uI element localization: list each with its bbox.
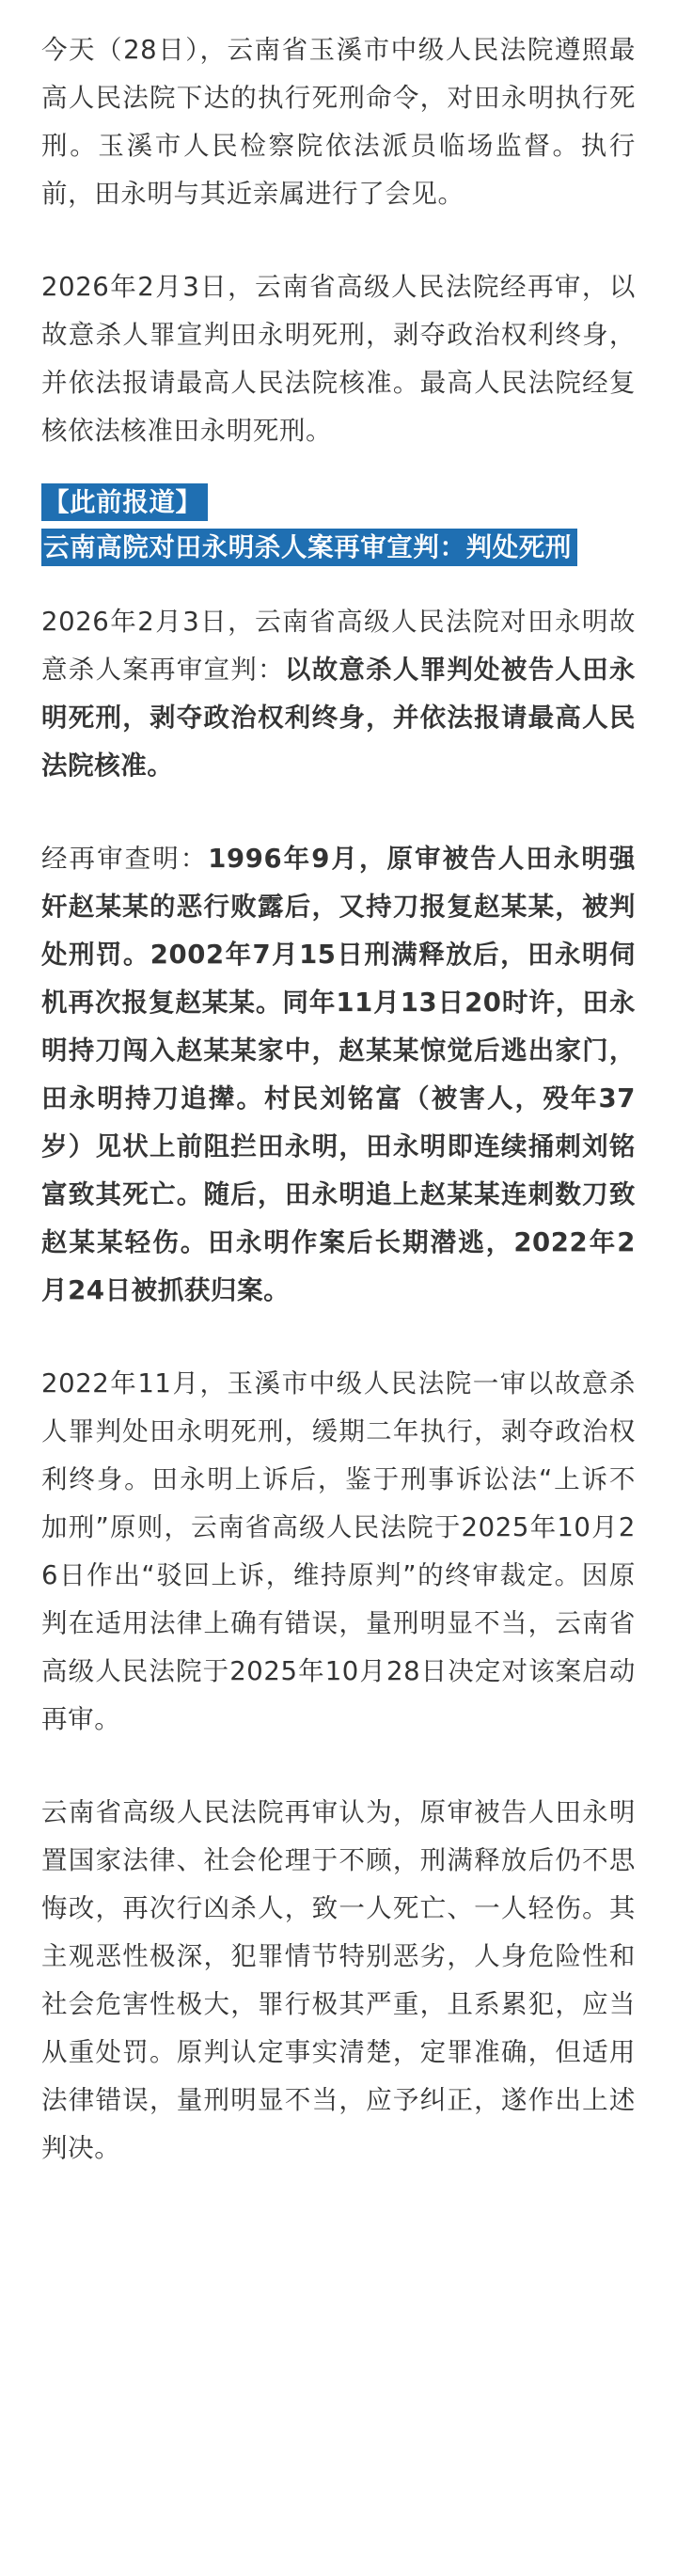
verdict-intro-text: 2026年2月3日，云南省高级人民法院对田永明故意杀人案再审宣判： [41,607,636,685]
paragraph-retrial-approval: 2026年2月3日，云南省高级人民法院经再审，以故意杀人罪宣判田永明死刑，剥夺政治权利终身，并依法报请最高人民法院核准。最高人民法院经复核依法核准田永明死刑。 [41,272,636,446]
paragraph-execution-notice: 今天（28日），云南省玉溪市中级人民法院遵照最高人民法院下达的执行死刑命令，对田永明执行死刑。玉溪市人民检察院依法派员临场监督。执行前，田永明与其近亲属进行了会见。 [41,35,636,209]
previous-report-tag: 【此前报道】 [41,483,208,521]
facts-intro-text: 经再审查明： [41,844,209,874]
previous-report-block [41,483,636,566]
paragraph-facts [41,835,636,1315]
paragraph-trial-history: 2022年11月，玉溪市中级人民法院一审以故意杀人罪判处田永明死刑，缓期二年执行，剥夺政治权利终身。田永明上诉后，鉴于刑事诉讼法“上诉不加刑”原则，云南省高级人民法院于2025年10月26日作出“驳回上诉，维持原判”的终审裁定。因原判在适用法律上确有错误，量刑明显不当，云南省高级人民法院于2025年10月28日决定对该案启动再审。 [41,1368,636,1734]
paragraph-court-opinion: 云南省高级人民法院再审认为，原审被告人田永明置国家法律、社会伦理于不顾，刑满释放后仍不思悔改，再次行凶杀人，致一人死亡、一人轻伤。其主观恶性极深，犯罪情节特别恶劣，人身危险性和社会危害性极大，罪行极其严重，且系累犯，应当从重处罚。原判认定事实清楚，定罪准确，但适用法律错误，量刑明显不当，应予纠正，遂作出上述判决。 [41,1797,636,2163]
paragraph-retrial-verdict [41,598,636,790]
previous-report-headline: 云南高院对田永明杀人案再审宣判：判处死刑 [41,529,577,566]
verdict-bold-text: 以故意杀人罪判处被告人田永明死刑，剥夺政治权利终身，并依法报请最高人民法院核准。 [41,655,636,781]
facts-bold-text: 1996年9月，原审被告人田永明强奸赵某某的恶行败露后，又持刀报复赵某某，被判处刑罚。2002年7月15日刑满释放后，田永明伺机再次报复赵某某。同年11月13日20时许，田永明持刀闯入赵某某家中，赵某某惊觉后逃出家门，田永明持刀追撵。村民刘铭富（被害人，殁年37岁）见状上前阻拦田永明，田永明即连续捅刺刘铭富致其死亡。随后，田永明追上赵某某连刺数刀致赵某某轻伤。田永明作案后长期潜逃，2022年2月24日被抓获归案。 [41,844,636,1305]
